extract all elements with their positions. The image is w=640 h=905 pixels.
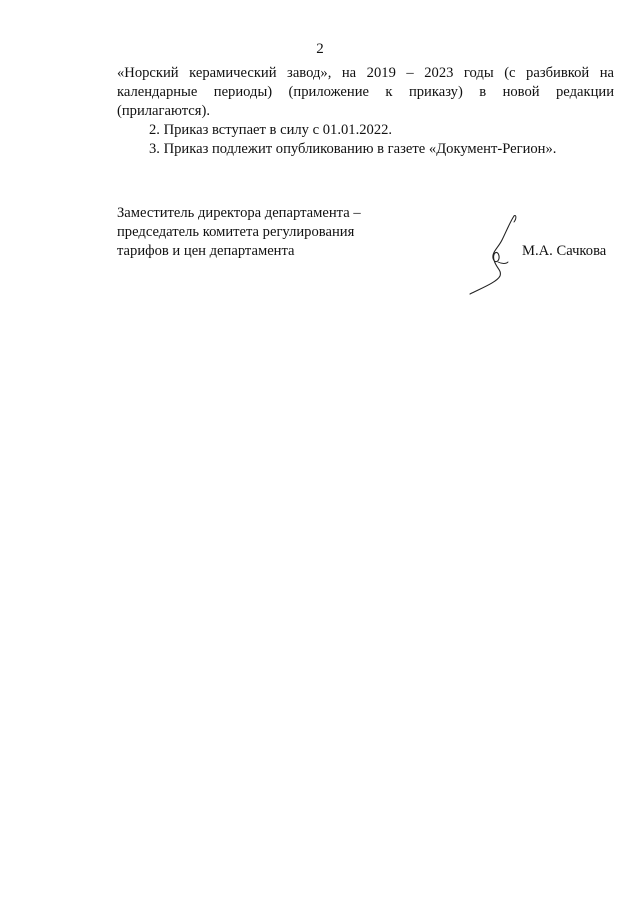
paragraph-item-3: 3. Приказ подлежит опубликованию в газете «Документ-Регион». bbox=[149, 141, 557, 157]
document-body bbox=[117, 64, 614, 159]
signatory-position-line-3: тарифов и цен департамента bbox=[117, 243, 295, 259]
signatory-position-line-1: Заместитель директора департамента – bbox=[117, 205, 361, 221]
signatory-name: М.А. Сачкова bbox=[522, 243, 607, 259]
signatory-position-line-2: председатель комитета регулирования bbox=[117, 224, 355, 240]
paragraph-continuation: «Норский керамический завод», на 2019 – 2023 годы (с разбивкой на календарные периоды) (приложение к приказу) в новой редакции (прилагаются). bbox=[117, 65, 614, 119]
signatory-position bbox=[117, 204, 361, 261]
page-number: 2 bbox=[316, 41, 324, 57]
paragraph-item-2: 2. Приказ вступает в силу с 01.01.2022. bbox=[149, 122, 393, 138]
